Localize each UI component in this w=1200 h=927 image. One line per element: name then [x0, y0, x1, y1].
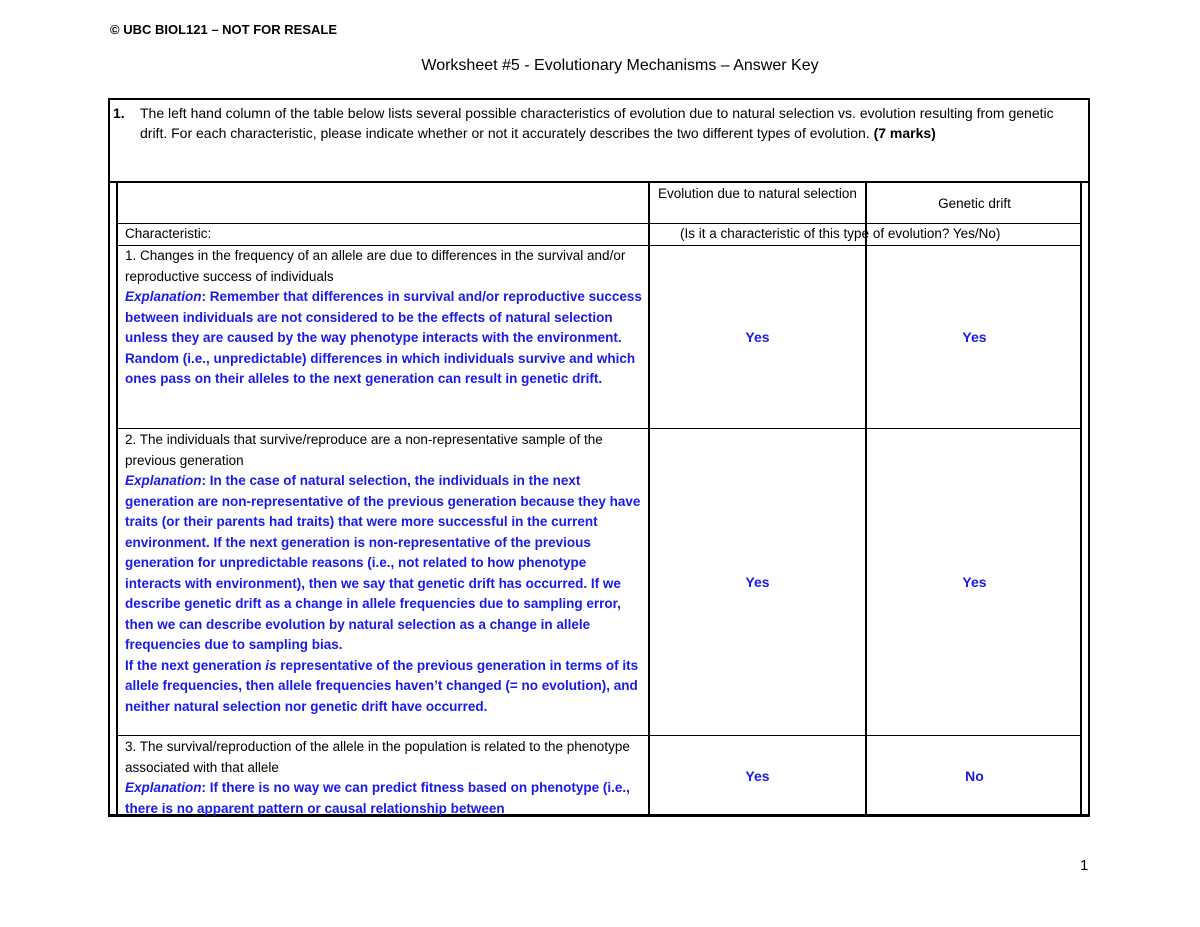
header-natural-selection: Evolution due to natural selection — [658, 186, 857, 201]
row-2-explanation — [125, 473, 640, 714]
explanation-text-2: Random (i.e., unpredictable) differences in which individuals survive and which ones pass on their alleles to the next generation can result in genetic drift. — [125, 350, 636, 386]
question-marks: (7 marks) — [873, 125, 936, 141]
row-2-natural-selection-answer: Yes — [745, 574, 770, 590]
question-text — [140, 103, 1075, 143]
characteristic-label: Characteristic: — [125, 226, 212, 241]
row-3-statement: 3. The survival/reproduction of the allele in the population is related to the phenotype associated with that allele — [125, 739, 630, 775]
row-divider — [116, 428, 1082, 429]
row-divider — [108, 182, 1090, 183]
question-number: 1. — [113, 105, 125, 121]
column-divider — [865, 182, 867, 817]
page-number: 1 — [1080, 857, 1089, 874]
explanation-label: Explanation — [125, 473, 202, 488]
explanation-label: Explanation — [125, 780, 202, 795]
explanation-text-2a: If the next generation — [125, 657, 266, 673]
row-3-characteristic — [125, 737, 645, 819]
row-3-natural-selection-answer: Yes — [745, 768, 770, 784]
row-divider — [116, 223, 1082, 224]
answer-subheader: (Is it a characteristic of this type of evolution? Yes/No) — [680, 226, 1001, 241]
header-genetic-drift: Genetic drift — [938, 196, 1011, 211]
row-3-explanation — [125, 780, 630, 816]
row-1-natural-selection-answer: Yes — [745, 329, 770, 345]
row-divider — [116, 735, 1082, 736]
row-3-genetic-drift-answer: No — [965, 768, 984, 784]
row-1-genetic-drift-answer: Yes — [962, 329, 987, 345]
explanation-text: : Remember that differences in survival and/or reproductive success between individuals are not considered to be the effects of natural selection unless they are caused by the way phenotype interacts with the environment. — [125, 289, 642, 345]
row-1-statement: 1. Changes in the frequency of an allele are due to differences in the survival and/or reproductive success of individuals — [125, 248, 626, 284]
page-title: Worksheet #5 - Evolutionary Mechanisms – Answer Key — [421, 57, 819, 74]
column-divider — [648, 182, 650, 817]
question-body: The left hand column of the table below lists several possible characteristics of evolution due to natural selection vs. evolution resulting from genetic drift. For each characteristic, please indicate whether or not it accurately describes the two different types of evolution. — [140, 105, 1054, 141]
explanation-emphasis: is — [265, 657, 277, 673]
row-2-characteristic — [125, 430, 645, 717]
explanation-text: : In the case of natural selection, the individuals in the next generation are non-representative of the previous generation because they have traits (or their parents had traits) that were more successful in the current environment. If the next generation is non-representative of the previous generation for unpredictable reasons (i.e., not related to how phenotype interacts with environment), then we say that genetic drift has occurred. If we describe genetic drift as a change in allele frequencies due to sampling error, then we can describe evolution by natural selection as a change in allele frequencies due to sampling bias. — [125, 473, 641, 652]
explanation-text: : If there is no way we can predict fitness based on phenotype (i.e., there is no apparent pattern or causal relationship between — [125, 780, 630, 816]
row-2-statement: 2. The individuals that survive/reproduce are a non-representative sample of the previous generation — [125, 432, 603, 468]
explanation-label: Explanation — [125, 289, 202, 304]
row-1-characteristic — [125, 246, 645, 390]
copyright-notice: © UBC BIOL121 – NOT FOR RESALE — [110, 22, 337, 37]
question-1-prompt — [110, 100, 1088, 182]
row-2-genetic-drift-answer: Yes — [962, 574, 987, 590]
row-1-explanation — [125, 289, 642, 386]
explanation-text-2b: representative of the previous generation in terms of its allele frequencies, then allele frequencies haven’t changed (= no evolution), and neither natural selection nor genetic drift have occurred. — [125, 657, 639, 714]
